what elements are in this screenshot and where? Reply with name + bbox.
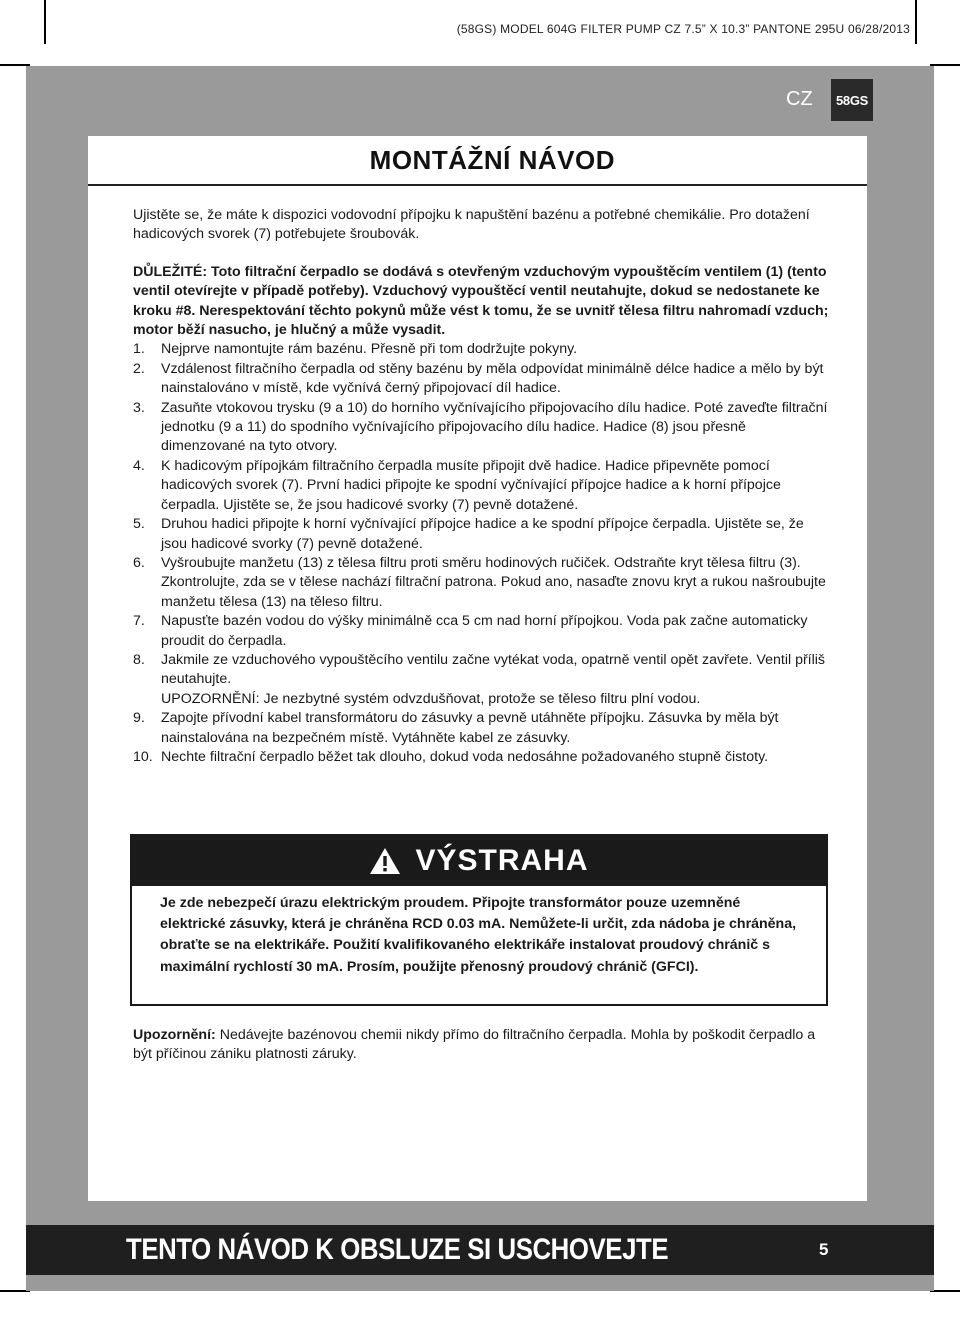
footer-bar [26,1225,934,1275]
warning-text: Je zde nebezpečí úrazu elektrickým proudem. Připojte transformátor pouze uzemněné elektrické zásuvky, která je chráněna RCD 0.03 mA. Nemůžete-li určit, zda nádoba je chráněna, obraťte se na elektrikáře. Použití kvalifikovaného elektrikáře instalovat proudový chránič s maximální rychlostí 30 mA. Prosím, použijte přenosný proudový chránič (GFCI). [160,895,797,975]
step-number: 4. [133,457,145,474]
language-code: CZ [786,88,813,110]
important-paragraph: DŮLEŽITÉ: Toto filtrační čerpadlo se dodává s otevřeným vzduchovým vypouštěcím ventilem (1) (tento ventil otevírejte v případě potřeby). Vzduchový vypouštěcí ventil neutahujte, dokud se nedostanete ke kroku #8. Nerespektování těchto pokynů může vést k tomu, že se uvnitř tělesa filtru nahromadí vzduch; motor běží nasucho, je hlučný a může vysadit. [133,263,829,339]
intro-paragraph: Ujistěte se, že máte k dispozici vodovodní přípojku k napuštění bazénu a potřebné chemikálie. Pro dotažení hadicových svorek (7) potřebujete šroubovák. [133,207,810,243]
list-item [133,612,833,651]
list-item [133,360,833,399]
step-text: Napusťte bazén vodou do výšky minimálně cca 5 cm nad horní přípojkou. Voda pak začne automaticky proudit do čerpadla. [161,613,808,649]
list-item [133,457,833,515]
step-text: K hadicovým přípojkám filtračního čerpadla musíte připojit dvě hadice. Hadice připevněte pomocí hadicových svorek (7). První hadici připojte ke spodní vyčnívající přípojce hadice a k horní přípojce čerpadla. Ujistěte se, že jsou hadicové svorky (7) pevně dotažené. [161,457,781,513]
step-number: 10. [133,748,153,765]
step-text: Vzdálenost filtračního čerpadla od stěny bazénu by měla odpovídat minimálně délce hadice a mělo by být nainstalováno v místě, kde vyčnívá černý připojovací díl hadice. [161,360,824,397]
crop-mark [930,1290,960,1292]
step-number: 9. [133,710,145,727]
list-item [133,651,833,709]
page-title: MONTÁŽNÍ NÁVOD [369,144,615,175]
step-main-text: Jakmile ze vzduchového vypouštěcího ventilu začne vytékat voda, opatrně ventil opět zavřete. Ventil příliš neutahujte. [161,651,826,688]
notice-text: Nedávejte bazénovou chemii nikdy přímo do filtračního čerpadla. Mohla by poškodit čerpadlo a být příčinou zániku platnosti záruky. [133,1027,816,1063]
footer-text: TENTO NÁVOD K OBSLUZE SI USCHOVEJTE [126,1233,669,1266]
step-text: Nechte filtrační čerpadlo běžet tak dlouho, dokud voda nedosáhne požadovaného stupně čistoty. [161,748,769,765]
step-text [161,651,833,709]
crop-mark [44,0,46,44]
list-item [133,554,833,612]
model-badge: 58GS [831,79,873,121]
warning-header [132,836,826,886]
step-text: Nejprve namontujte rám bazénu. Přesně při tom dodržujte pokyny. [161,341,578,358]
step-text: Druhou hadici připojte k horní vyčnívající přípojce hadice a ke spodní přípojce čerpadla. Ujistěte se, že jsou hadicové svorky (7) pevně dotažené. [161,516,804,552]
page-number: 5 [819,1240,829,1259]
title-bar [88,136,867,186]
step-number: 2. [133,360,145,377]
step-number: 5. [133,516,145,533]
step-number: 7. [133,613,145,630]
crop-mark [930,64,960,66]
step-text: Vyšroubujte manžetu (13) z tělesa filtru proti směru hodinových ručiček. Odstraňte kryt tělesa filtru (3). Zkontrolujte, zda se v tělese nachází filtrační patrona. Pokud ano, nasaďte znovu kryt a rukou našroubujte manžetu tělesa (13) na těleso filtru. [161,554,826,610]
step-number: 6. [133,554,145,571]
print-metadata: (58GS) MODEL 604G FILTER PUMP CZ 7.5” X 10.3” PANTONE 295U 06/28/2013 [456,22,910,36]
warning-triangle-icon [369,847,401,875]
step-caution-text: UPOZORNĚNÍ: Je nezbytné systém odvzdušňovat, protože se těleso filtru plní vodou. [161,690,701,707]
notice-label: Upozornění: [133,1027,216,1043]
step-text: Zasuňte vtokovou trysku (9 a 10) do horního vyčnívajícího připojovacího dílu hadice. Poté zaveďte filtrační jednotku (9 a 11) do spodního vyčnívajícího připojovacího dílu hadice. Hadice (8) jsou přesně dimenzované na tyto otvory. [161,399,828,455]
step-text: Zapojte přívodní kabel transformátoru do zásuvky a pevně utáhněte přípojku. Zásuvka by měla být nainstalována na bezpečném místě. Vytáhněte kabel ze zásuvky. [161,710,779,746]
instructions [133,206,833,767]
list-item [133,399,833,457]
list-item [133,709,833,748]
step-number: 8. [133,651,145,668]
steps-list [133,340,833,767]
step-number: 1. [133,341,145,358]
list-item [133,748,833,767]
list-item [133,515,833,554]
step-number: 3. [133,399,145,416]
warning-heading: VÝSTRAHA [415,844,589,877]
warning-box [130,834,828,1006]
notice-paragraph [133,1026,833,1065]
list-item [133,340,833,359]
crop-mark [915,0,917,44]
